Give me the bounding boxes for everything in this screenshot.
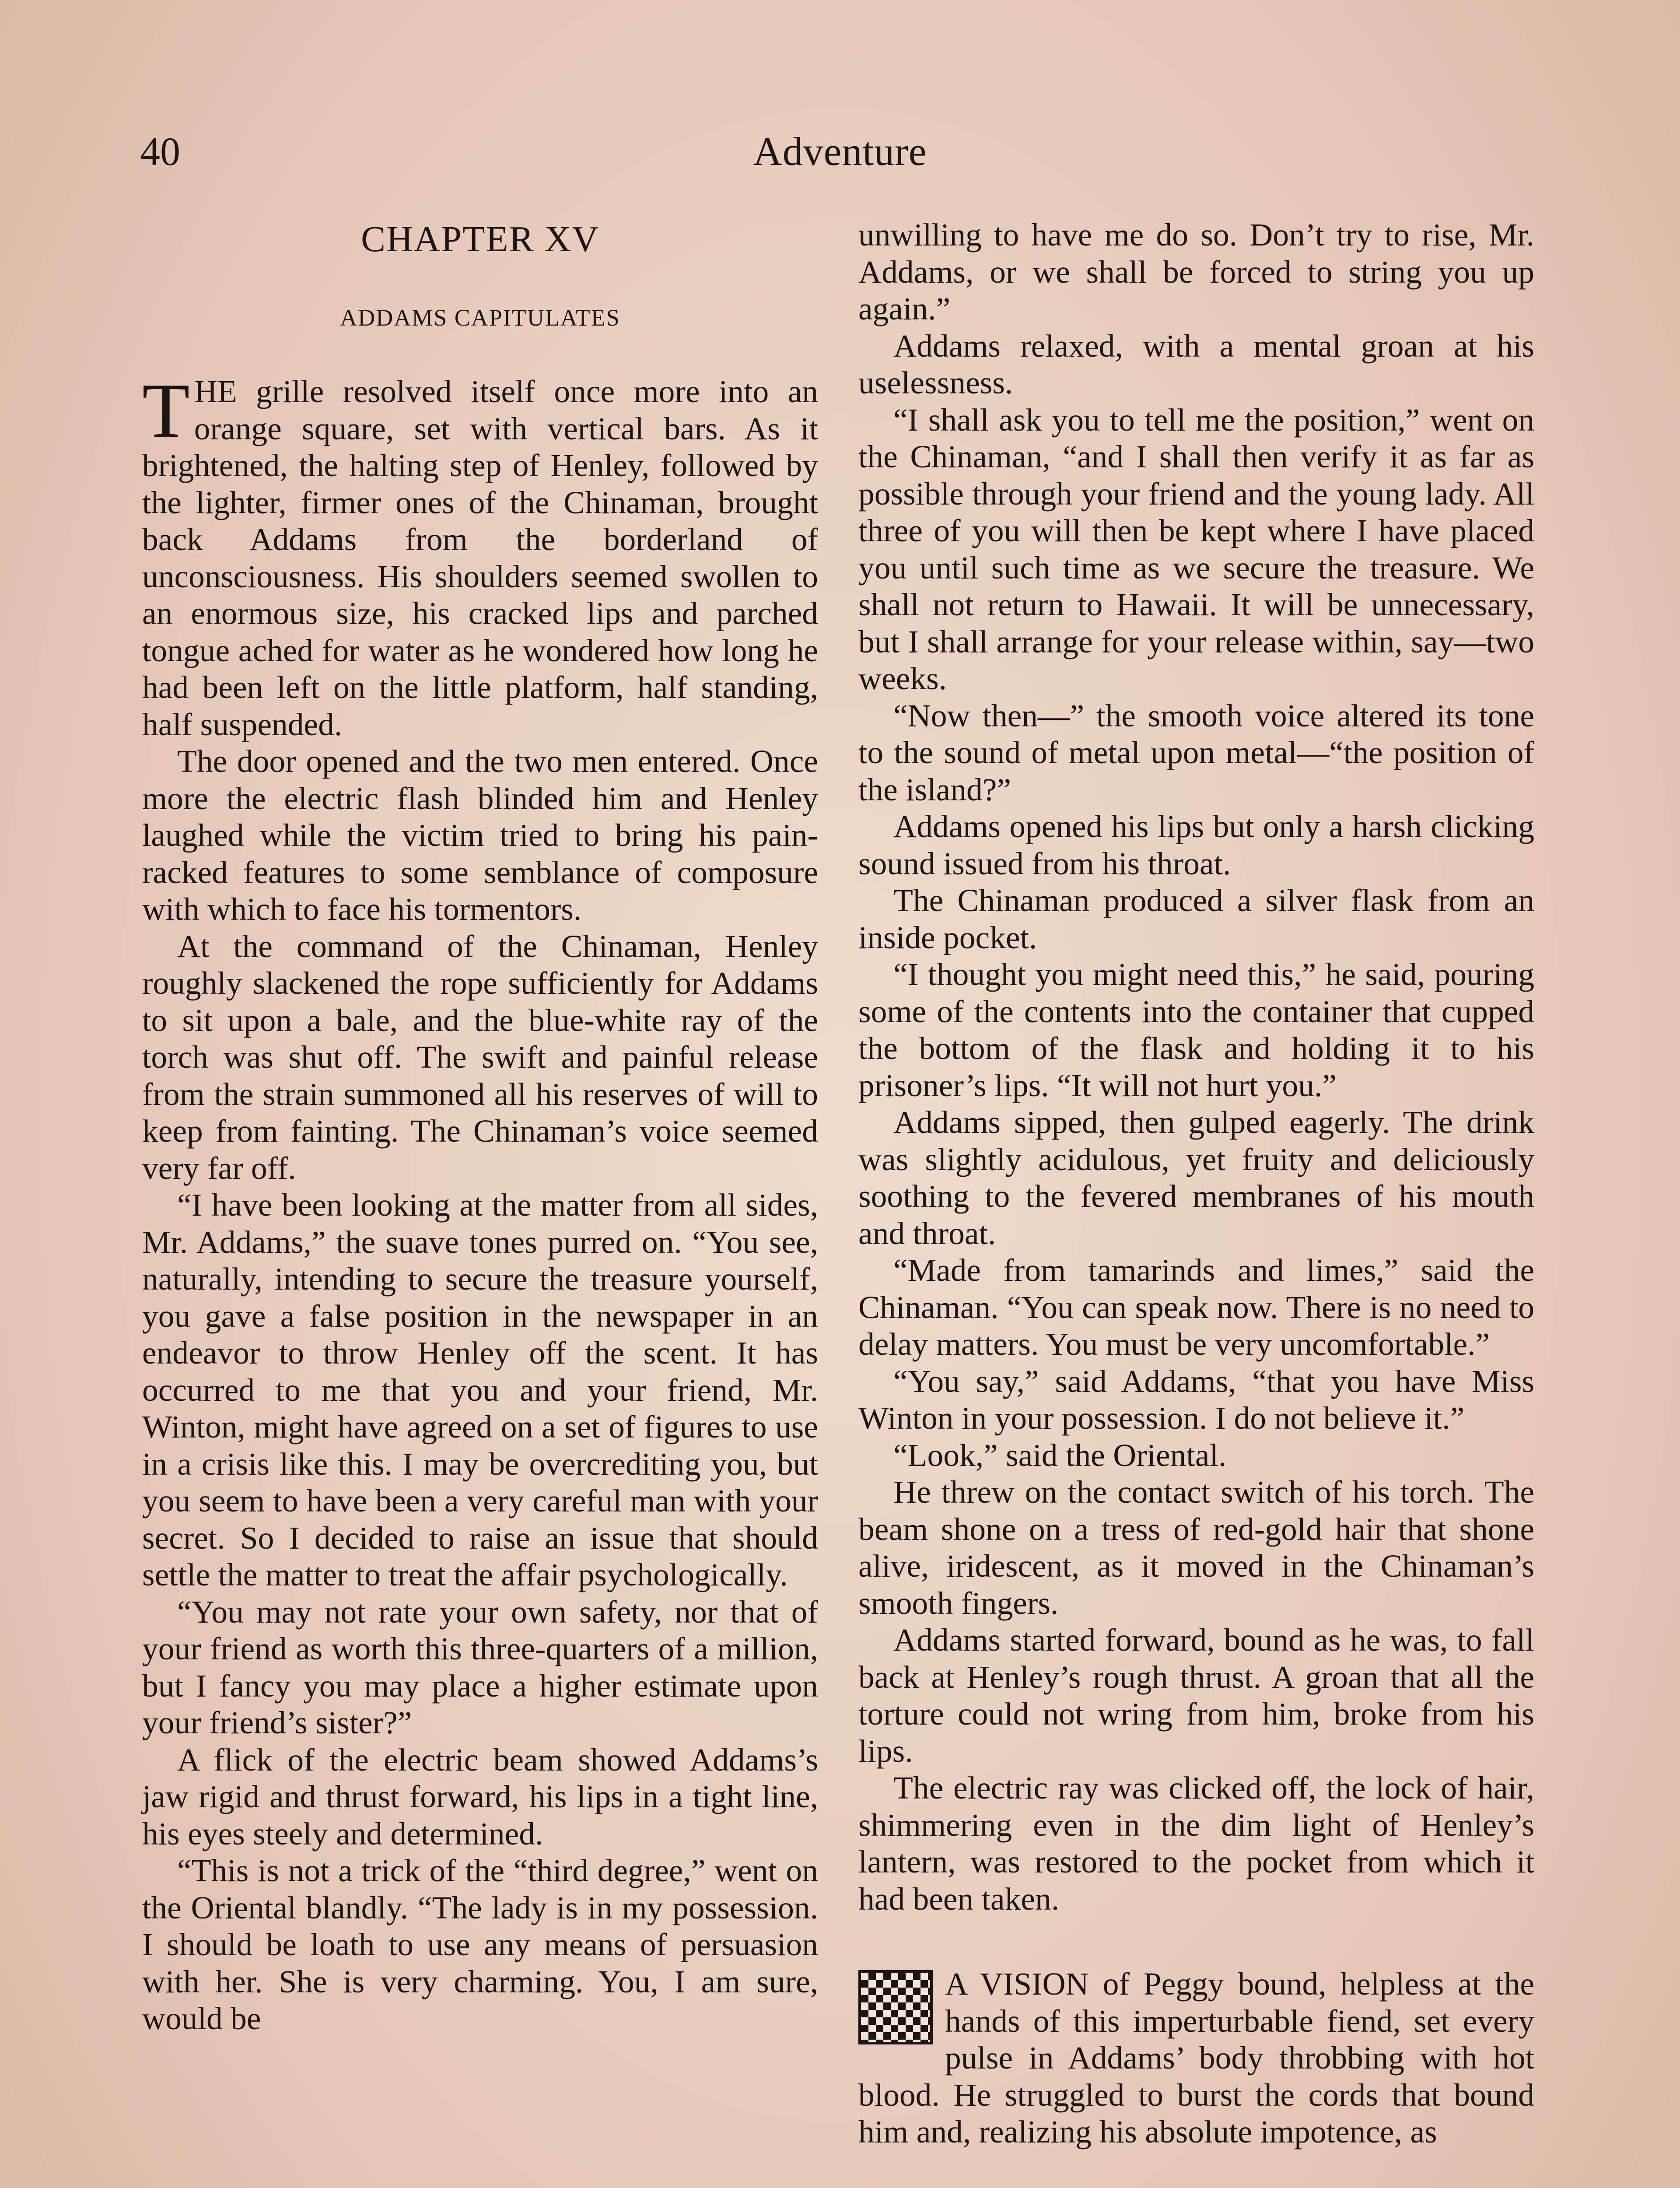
paragraph: “Made from tamarinds and limes,” said the Chinaman. “You can speak now. There is no need to delay matters. You must be very uncomfortable.”	[858, 1252, 1534, 1362]
paragraph-text: HE grille resolved itself once more into an orange square, set with vertical bars. As it brightened, the halting step of Henley, followed by the lighter, firmer ones of the Chinaman, brought back Addams from the borderland of unconsciousness. His shoulders seemed swollen to an enormous size, his cracked lips and parched tongue ached for water as he wondered how long he had been left on the little platform, half standing, half suspended.	[142, 374, 818, 742]
paragraph: Addams sipped, then gulped eagerly. The drink was slightly acidulous, yet fruity and deliciously soothing to the fevered membranes of his mouth and throat.	[858, 1105, 1534, 1251]
section-break-paragraph	[858, 1966, 1534, 2151]
right-column	[858, 217, 1534, 2151]
paragraph: “This is not a trick of the “third degree,” went on the Oriental blandly. “The lady is in my possession. I should be loath to use any means of persuasion with her. She is very charming. You, I am sure, would be	[142, 1853, 818, 2036]
page-number: 40	[140, 129, 180, 174]
left-column	[142, 221, 818, 2037]
paragraph: “You say,” said Addams, “that you have Miss Winton in your possession. I do not believe it.”	[858, 1363, 1534, 1436]
paragraph: Addams relaxed, with a mental groan at his uselessness.	[858, 328, 1534, 400]
drop-cap: T	[142, 367, 190, 454]
paragraph: “You may not rate your own safety, nor that of your friend as worth this three-quarters of a million, but I fancy you may place a higher estimate upon your friend’s sister?”	[142, 1594, 818, 1740]
paragraph: “Now then—” the smooth voice altered its tone to the sound of metal upon metal—“the position of the island?”	[858, 698, 1534, 807]
chapter-subtitle: ADDAMS CAPITULATES	[340, 305, 620, 331]
paragraph: A flick of the electric beam showed Addams’s jaw rigid and thrust forward, his lips in a tight line, his eyes steely and determined.	[142, 1742, 818, 1851]
paragraph: Addams opened his lips but only a harsh clicking sound issued from his throat.	[858, 809, 1534, 881]
paragraph: The Chinaman produced a silver flask from an inside pocket.	[858, 883, 1534, 955]
paragraph: He threw on the contact switch of his torch. The beam shone on a tress of red-gold hair that shone alive, iridescent, as it moved in the Chinaman’s smooth fingers.	[858, 1474, 1534, 1621]
paragraph-continued: unwilling to have me do so. Don’t try to rise, Mr. Addams, or we shall be forced to string you up again.”	[858, 217, 1534, 326]
checkered-ornament-icon	[858, 1970, 933, 2044]
paragraph-text: A VISION of Peggy bound, helpless at the hands of this imperturbable fiend, set every pulse in Addams’ body throbbing with hot blood. He struggled to burst the cords that bound him and, realizing his absolute impotence, as	[858, 1966, 1534, 2149]
paragraph: The door opened and the two men entered. Once more the electric flash blinded him and Henley laughed while the victim tried to bring his pain-racked features to some semblance of composure with which to face his tormentors.	[142, 743, 818, 927]
paragraph: Addams started forward, bound as he was, to fall back at Henley’s rough thrust. A groan that all the torture could not wring from him, broke from his lips.	[858, 1622, 1534, 1769]
paragraph: “I shall ask you to tell me the position,” went on the Chinaman, “and I shall then verify it as far as possible through your friend and the young lady. All three of you will then be kept where I have placed you until such time as we secure the treasure. We shall not return to Hawaii. It will be unnecessary, but I shall arrange for your release within, say—two weeks.	[858, 402, 1534, 696]
paragraph: “I have been looking at the matter from all sides, Mr. Addams,” the suave tones purred on. “You see, naturally, intending to secure the treasure yourself, you gave a false position in the newspaper in an endeavor to throw Henley off the scent. It has occurred to me that you and your friend, Mr. Winton, might have agreed on a set of figures to use in a crisis like this. I may be overcrediting you, but you seem to have been a very careful man with your secret. So I decided to raise an issue that should settle the matter to treat the affair psychologically.	[142, 1187, 818, 1592]
paragraph: “I thought you might need this,” he said, pouring some of the contents into the container that cupped the bottom of the flask and holding it to his prisoner’s lips. “It will not hurt you.”	[858, 957, 1534, 1103]
paragraph: The electric ray was clicked off, the lock of hair, shimmering even in the dim light of Henley’s lantern, was restored to the pocket from which it had been taken.	[858, 1770, 1534, 1917]
paragraph: “Look,” said the Oriental.	[893, 1437, 1227, 1473]
chapter-title: CHAPTER XV	[360, 219, 600, 259]
running-head-title: Adventure	[753, 129, 927, 174]
paragraph: At the command of the Chinaman, Henley roughly slackened the rope sufficiently for Addams to sit upon a bale, and the blue-white ray of the torch was shut off. The swift and painful release from the strain summoned all his reserves of will to keep from fainting. The Chinaman’s voice seemed very far off.	[142, 928, 818, 1186]
opening-paragraph	[142, 367, 818, 743]
